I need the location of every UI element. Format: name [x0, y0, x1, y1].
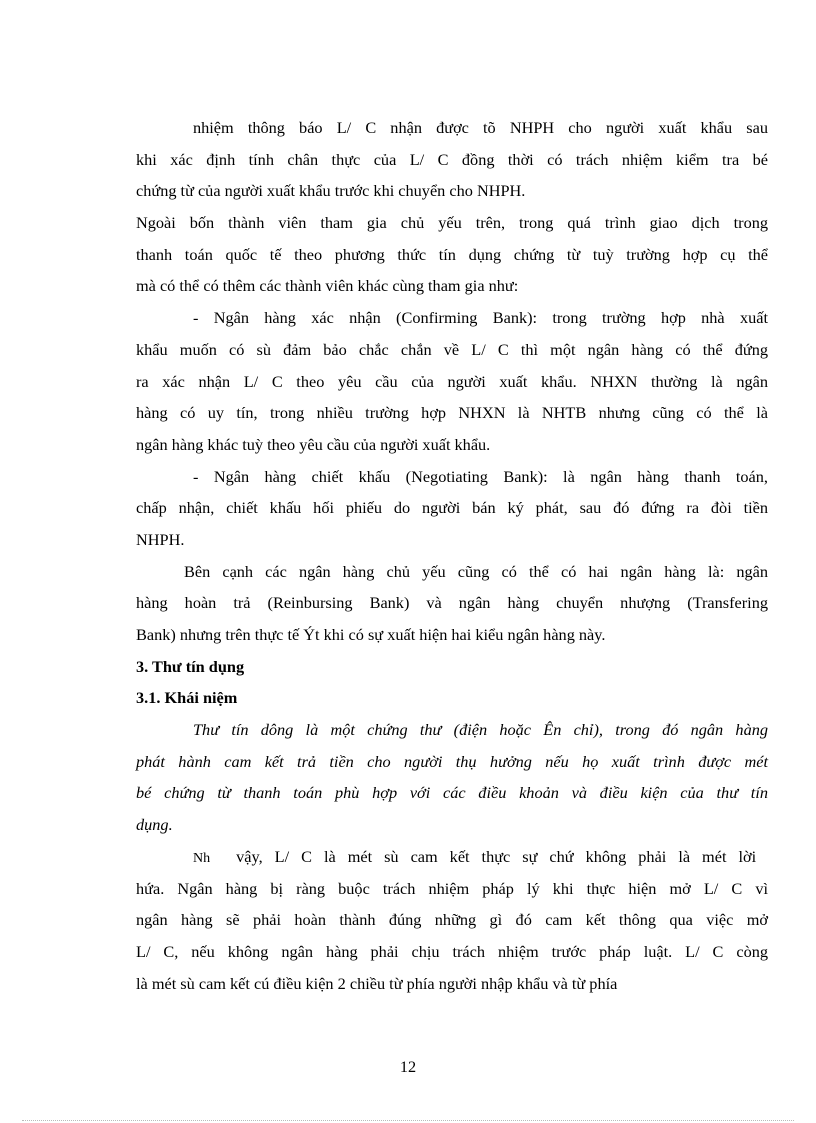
- text-line: Ngoài bốn thành viên tham gia chủ yếu trên, trong quá trình giao dịch trong: [136, 213, 768, 233]
- text-line: chấp nhận, chiết khấu hối phiếu do người bán ký phát, sau đó đứng ra đòi tiền: [136, 498, 768, 518]
- text-line: Bank) nhưng trên thực tế Ýt khi có sự xuất hiện hai kiểu ngân hàng này.: [136, 625, 606, 644]
- page-bottom-divider: [22, 1120, 794, 1121]
- text-line: NHPH.: [136, 529, 185, 549]
- text-fragment: Nh: [193, 850, 211, 866]
- definition-line: dụng.: [136, 815, 173, 835]
- body-text: [136, 112, 768, 999]
- subsection-heading: 3.1. Khái niệm: [136, 688, 238, 708]
- text-line: nhiệm thông báo L/ C nhận được tõ NHPH cho người xuất khẩu sau: [193, 118, 768, 137]
- page-number: 12: [399, 1057, 417, 1076]
- text-line: là mét sù cam kết cú điều kiện 2 chiều từ phía người nhập khẩu và từ phía: [136, 973, 618, 993]
- text-line: chứng từ của người xuất khẩu trước khi chuyển cho NHPH.: [136, 181, 526, 201]
- text-line: L/ C, nếu không ngân hàng phải chịu trách nhiệm trước pháp luật. L/ C còng: [136, 941, 768, 961]
- text-line: hứa. Ngân hàng bị ràng buộc trách nhiệm pháp lý khi thực hiện mở L/ C vì: [136, 878, 768, 898]
- text-fragment: vậy, L/ C là mét sù cam kết thực sự chứ không phải là mét lời: [236, 846, 757, 866]
- text-line: thanh toán quốc tế theo phương thức tín dụng chứng từ tuỳ trường hợp cụ thể: [136, 244, 768, 264]
- definition-line: phát hành cam kết trả tiền cho người thụ hưởng nếu họ xuất trình được mét: [136, 751, 768, 771]
- text-line: Bên cạnh các ngân hàng chủ yếu cũng có thể có hai ngân hàng là: ngân: [184, 561, 768, 581]
- text-line: - Ngân hàng xác nhận (Confirming Bank): trong trường hợp nhà xuất: [193, 308, 768, 328]
- text-line: ra xác nhận L/ C theo yêu cầu của người xuất khẩu. NHXN thường là ngân: [136, 371, 768, 391]
- text-line: - Ngân hàng chiết khấu (Negotiating Bank): là ngân hàng thanh toán,: [193, 466, 768, 486]
- text-line: ngân hàng sẽ phải hoàn thành đúng những gì đó cam kết thông qua việc mở: [136, 910, 768, 930]
- text-line: khẩu muốn có sù đảm bảo chắc chắn về L/ C thì một ngân hàng có thể đứng: [136, 339, 768, 359]
- definition-line: Thư tín dông là một chứng thư (điện hoặc Ên chỉ), trong đó ngân hàng: [193, 720, 768, 740]
- text-line: mà có thể có thêm các thành viên khác cùng tham gia như:: [136, 276, 519, 296]
- section-heading: 3. Thư tín dụng: [136, 656, 245, 676]
- definition-line: bé chứng từ thanh toán phù hợp với các điều khoản và điều kiện của thư tín: [136, 783, 768, 803]
- text-line: ngân hàng khác tuỳ theo yêu cầu của người xuất khẩu.: [136, 434, 491, 454]
- text-line: khi xác định tính chân thực của L/ C đồng thời có trách nhiệm kiểm tra bé: [136, 149, 768, 169]
- text-line: [136, 841, 768, 873]
- text-line: hàng có uy tín, trong nhiều trường hợp NHXN là NHTB nhưng cũng có thể là: [136, 403, 768, 423]
- text-line: hàng hoàn trả (Reinbursing Bank) và ngân hàng chuyển nhượng (Transfering: [136, 593, 768, 613]
